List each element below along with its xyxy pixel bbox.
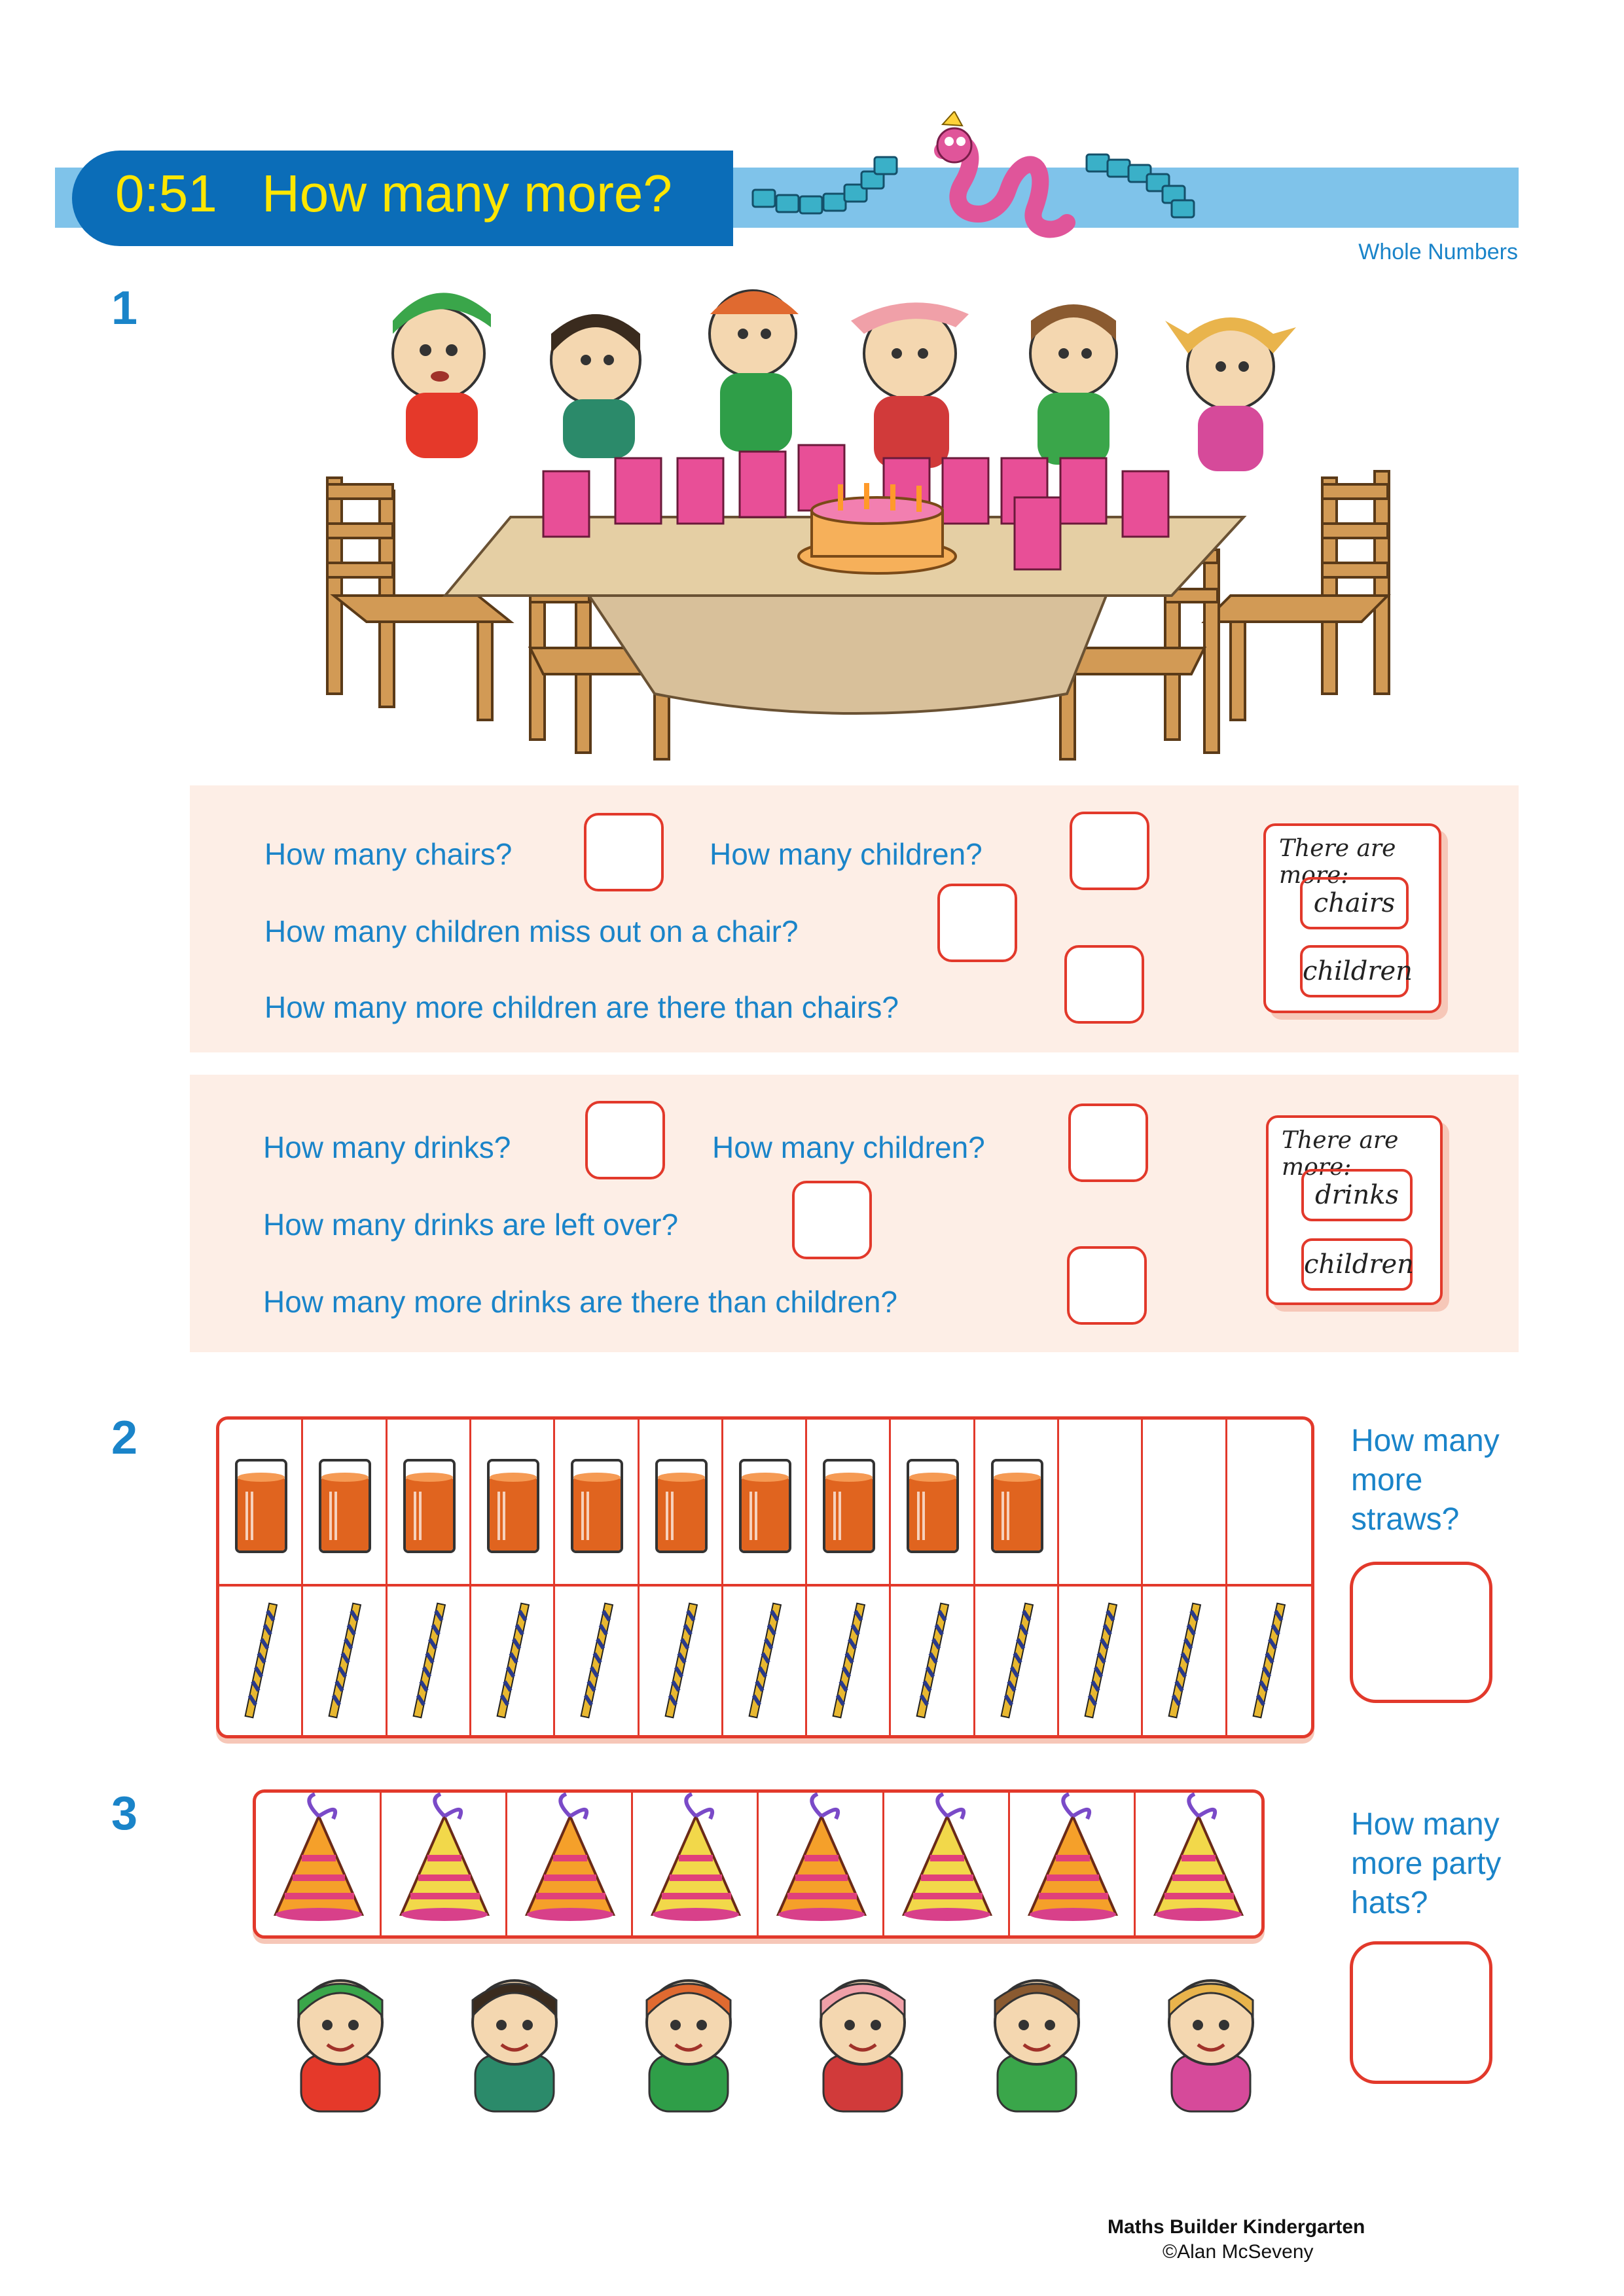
- there-are-more-card-1a: [1263, 823, 1441, 1013]
- party-hats-row: [253, 1789, 1265, 1939]
- children-row: [255, 1957, 1276, 2114]
- straws-question: [1351, 1422, 1500, 1539]
- more-drinks-answer-box[interactable]: [1067, 1246, 1147, 1325]
- children-question-b: How many children?: [712, 1130, 985, 1164]
- straw: [1227, 1585, 1311, 1735]
- chairs-answer-box[interactable]: [584, 813, 664, 891]
- choice-children[interactable]: children: [1300, 945, 1409, 997]
- choice-children-b[interactable]: children: [1301, 1238, 1413, 1291]
- grid-column: [891, 1420, 975, 1735]
- party-hat-icon: [1136, 1793, 1261, 1935]
- chairs-question: How many chairs?: [264, 837, 513, 871]
- hat-cell: [759, 1793, 884, 1935]
- straw: [555, 1585, 639, 1735]
- topic-label: Whole Numbers: [1358, 240, 1518, 264]
- hats-question-line-1: How many: [1351, 1807, 1500, 1842]
- there-are-more-label-b: There are more:: [1282, 1127, 1399, 1181]
- grid-column: [723, 1420, 807, 1735]
- left-over-answer-box[interactable]: [792, 1181, 872, 1259]
- straw: [891, 1585, 975, 1735]
- grid-column: [975, 1420, 1059, 1735]
- grid-column: [1227, 1420, 1311, 1735]
- straw: [723, 1585, 807, 1735]
- party-hat-icon: [382, 1793, 507, 1935]
- straws-question-line-2: more: [1351, 1463, 1423, 1498]
- hat-cell: [507, 1793, 633, 1935]
- more-drinks-question: How many more drinks are there than children?: [263, 1285, 898, 1319]
- children-question: How many children?: [710, 837, 983, 871]
- children-answer-box[interactable]: [1070, 812, 1149, 890]
- page-title: How many more?: [262, 164, 672, 223]
- question-3-number: 3: [111, 1787, 138, 1840]
- straw: [471, 1585, 555, 1735]
- child-figure: [436, 1957, 593, 2114]
- straws-question-line-3: straws?: [1351, 1502, 1460, 1537]
- party-hat-icon: [256, 1793, 382, 1935]
- grid-column: [303, 1420, 387, 1735]
- drinks-straws-grid: [216, 1416, 1314, 1738]
- grid-column: [807, 1420, 891, 1735]
- hat-cell: [382, 1793, 507, 1935]
- hat-cell: [1136, 1793, 1261, 1935]
- child-figure: [1132, 1957, 1290, 2114]
- drink-glass: [807, 1420, 891, 1583]
- drinks-answer-box[interactable]: [585, 1101, 665, 1179]
- drink-glass: [555, 1420, 639, 1583]
- drink-glass: [975, 1420, 1059, 1583]
- hat-cell: [633, 1793, 759, 1935]
- party-hat-icon: [507, 1793, 633, 1935]
- grid-column: [219, 1420, 303, 1735]
- drink-glass: [388, 1420, 471, 1583]
- choice-drinks[interactable]: drinks: [1301, 1169, 1413, 1221]
- grid-column: [1059, 1420, 1143, 1735]
- drink-glass: [640, 1420, 723, 1583]
- hat-cell: [256, 1793, 382, 1935]
- more-children-question: How many more children are there than chairs?: [264, 990, 899, 1024]
- there-are-more-label: There are more:: [1279, 835, 1396, 889]
- book-title: Maths Builder Kindergarten: [1108, 2216, 1365, 2238]
- party-hat-icon: [633, 1793, 759, 1935]
- worm-illustration: [746, 111, 1244, 255]
- party-table-illustration: [314, 432, 1427, 772]
- straw: [807, 1585, 891, 1735]
- child-figure: [958, 1957, 1115, 2114]
- drink-glass: [219, 1420, 303, 1583]
- grid-column: [640, 1420, 723, 1735]
- more-children-answer-box[interactable]: [1064, 945, 1144, 1024]
- straw: [219, 1585, 303, 1735]
- hats-question-line-2: more party: [1351, 1846, 1502, 1881]
- straw: [975, 1585, 1059, 1735]
- drinks-question: How many drinks?: [263, 1130, 511, 1164]
- straw: [1059, 1585, 1143, 1735]
- party-hat-icon: [759, 1793, 884, 1935]
- straw: [640, 1585, 723, 1735]
- hats-answer-box[interactable]: [1350, 1941, 1492, 2084]
- straws-question-line-1: How many: [1351, 1424, 1500, 1458]
- hat-cell: [884, 1793, 1010, 1935]
- straw: [303, 1585, 387, 1735]
- choice-chairs[interactable]: chairs: [1300, 877, 1409, 929]
- drink-glass: [303, 1420, 387, 1583]
- party-hat-icon: [1010, 1793, 1136, 1935]
- there-are-more-card-1b: [1266, 1115, 1443, 1305]
- hat-cell: [1010, 1793, 1136, 1935]
- grid-column: [555, 1420, 639, 1735]
- party-hat-icon: [884, 1793, 1010, 1935]
- question-2-number: 2: [111, 1412, 138, 1464]
- drink-glass: [723, 1420, 807, 1583]
- copyright: ©Alan McSeveny: [1163, 2241, 1314, 2263]
- miss-out-question: How many children miss out on a chair?: [264, 914, 799, 948]
- left-over-question: How many drinks are left over?: [263, 1208, 679, 1242]
- straw: [1143, 1585, 1227, 1735]
- drink-glass: [471, 1420, 555, 1583]
- straws-answer-box[interactable]: [1350, 1562, 1492, 1703]
- grid-column: [388, 1420, 471, 1735]
- hats-question: [1351, 1805, 1501, 1923]
- grid-column: [1143, 1420, 1227, 1735]
- children-answer-box-b[interactable]: [1068, 1103, 1148, 1182]
- child-figure: [610, 1957, 767, 2114]
- drink-glass: [891, 1420, 975, 1583]
- straw: [388, 1585, 471, 1735]
- lesson-number: 0:51: [115, 164, 217, 223]
- child-figure: [784, 1957, 941, 2114]
- grid-column: [471, 1420, 555, 1735]
- miss-out-answer-box[interactable]: [937, 884, 1017, 962]
- hats-question-line-3: hats?: [1351, 1886, 1428, 1920]
- question-1-number: 1: [111, 282, 138, 334]
- child-figure: [262, 1957, 419, 2114]
